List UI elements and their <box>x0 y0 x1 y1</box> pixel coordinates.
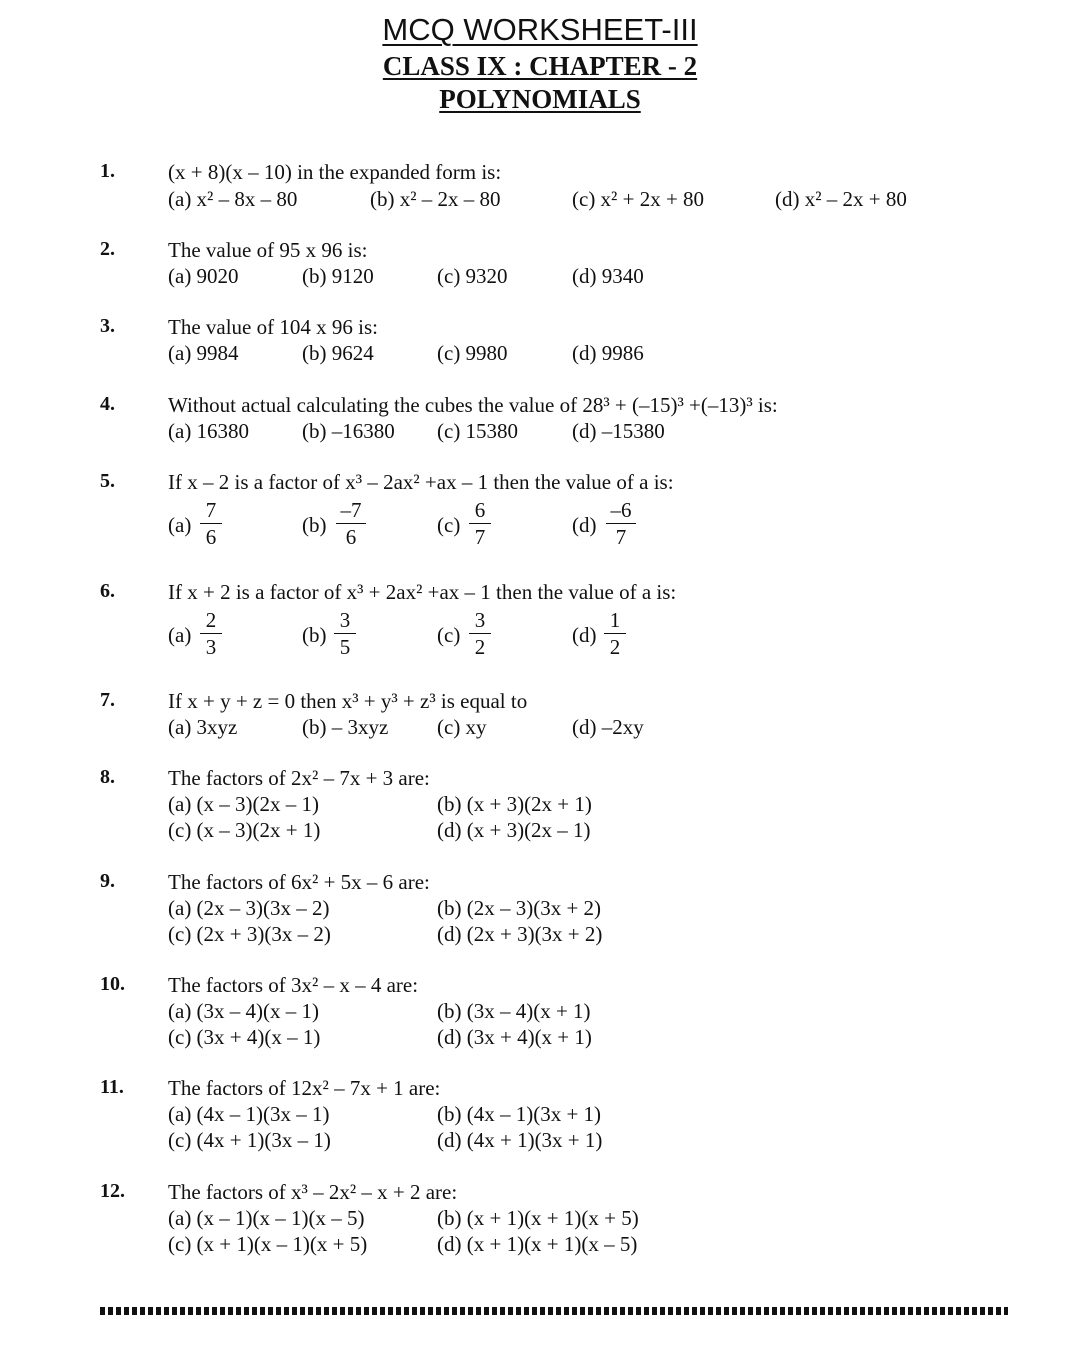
question-number: 1. <box>100 160 115 182</box>
numerator: 3 <box>474 608 486 632</box>
option-label: (b) <box>302 513 327 537</box>
question-stem: The value of 104 x 96 is: <box>168 315 378 339</box>
option-label: (b) <box>302 623 327 647</box>
numerator: 1 <box>609 608 621 632</box>
option-c: (c) 9980 <box>437 341 508 365</box>
question-stem: Without actual calculating the cubes the value of 28³ + (–15)³ +(–13)³ is: <box>168 393 778 417</box>
question-number: 8. <box>100 766 115 788</box>
question-number: 3. <box>100 315 115 337</box>
dotted-divider <box>100 1307 1008 1315</box>
option-a: (a) 16380 <box>168 419 250 443</box>
option-c: (c) (x – 3)(2x + 1) <box>168 818 321 842</box>
option-c: (c) 15380 <box>437 419 519 443</box>
option-b: (b) 9120 <box>302 264 374 288</box>
numerator: 7 <box>205 498 217 522</box>
option-d: (d) (x + 3)(2x – 1) <box>437 818 591 842</box>
numerator: 2 <box>205 608 217 632</box>
question-stem: The factors of 2x² – 7x + 3 are: <box>168 766 430 790</box>
option-c: (c) x² + 2x + 80 <box>572 187 705 211</box>
option-d: (d) 9986 <box>572 341 644 365</box>
option-a: (a) 9020 <box>168 264 239 288</box>
question-stem: The value of 95 x 96 is: <box>168 238 368 262</box>
option-label: (c) <box>437 513 461 537</box>
question-number: 4. <box>100 393 115 415</box>
option-c: (c) 9320 <box>437 264 508 288</box>
option-a: (a) 9984 <box>168 341 239 365</box>
question-stem: The factors of 6x² + 5x – 6 are: <box>168 870 430 894</box>
option-b: (b) – 3xyz <box>302 715 389 739</box>
question-number: 2. <box>100 238 115 260</box>
option-b: (b) 9624 <box>302 341 374 365</box>
question-number: 5. <box>100 470 115 492</box>
option-c: (c) (3x + 4)(x – 1) <box>168 1025 321 1049</box>
option-label: (a) <box>168 623 192 647</box>
option-c: (c) (4x + 1)(3x – 1) <box>168 1128 331 1152</box>
option-b: (b) –16380 <box>302 419 395 443</box>
option-d: (d) (x + 1)(x + 1)(x – 5) <box>437 1232 638 1256</box>
question-number: 10. <box>100 973 125 995</box>
denominator: 7 <box>474 525 486 549</box>
class-chapter-heading: CLASS IX : CHAPTER - 2 <box>382 51 698 81</box>
question-stem: If x + y + z = 0 then x³ + y³ + z³ is equal to <box>168 689 528 713</box>
numerator: –6 <box>610 498 632 522</box>
option-b: (b) (x + 3)(2x + 1) <box>437 792 592 816</box>
option-b: (b) (x + 1)(x + 1)(x + 5) <box>437 1206 639 1230</box>
numerator: 3 <box>339 608 351 632</box>
question-number: 7. <box>100 689 115 711</box>
option-c: (c) xy <box>437 715 487 739</box>
numerator: –7 <box>340 498 362 522</box>
option-d: (d) 9340 <box>572 264 644 288</box>
option-a: (a) (x – 3)(2x – 1) <box>168 792 320 816</box>
denominator: 7 <box>615 525 627 549</box>
denominator: 2 <box>474 635 486 659</box>
option-d: (d) (3x + 4)(x + 1) <box>437 1025 592 1049</box>
denominator: 6 <box>345 525 357 549</box>
option-d: (d) –15380 <box>572 419 665 443</box>
numerator: 6 <box>474 498 486 522</box>
worksheet-title: MCQ WORKSHEET-III <box>382 12 698 47</box>
option-a: (a) x² – 8x – 80 <box>168 187 298 211</box>
question-stem: (x + 8)(x – 10) in the expanded form is: <box>168 160 502 184</box>
option-a: (a) (x – 1)(x – 1)(x – 5) <box>168 1206 365 1230</box>
option-d: (d) x² – 2x + 80 <box>775 187 907 211</box>
option-label: (d) <box>572 623 597 647</box>
option-label: (c) <box>437 623 461 647</box>
question-stem: The factors of x³ – 2x² – x + 2 are: <box>168 1180 458 1204</box>
option-b: (b) (4x – 1)(3x + 1) <box>437 1102 602 1126</box>
option-label: (a) <box>168 513 192 537</box>
option-label: (d) <box>572 513 597 537</box>
question-stem: If x – 2 is a factor of x³ – 2ax² +ax – 1 then the value of a is: <box>168 470 674 494</box>
question-stem: The factors of 3x² – x – 4 are: <box>168 973 419 997</box>
question-stem: The factors of 12x² – 7x + 1 are: <box>168 1076 441 1100</box>
option-b: (b) (2x – 3)(3x + 2) <box>437 896 602 920</box>
option-d: (d) –2xy <box>572 715 644 739</box>
option-c: (c) (2x + 3)(3x – 2) <box>168 922 331 946</box>
topic-heading: POLYNOMIALS <box>439 84 641 114</box>
option-b: (b) x² – 2x – 80 <box>370 187 501 211</box>
option-d: (d) (2x + 3)(3x + 2) <box>437 922 603 946</box>
question-stem: If x + 2 is a factor of x³ + 2ax² +ax – 1 then the value of a is: <box>168 580 677 604</box>
question-number: 6. <box>100 580 115 602</box>
question-number: 9. <box>100 870 115 892</box>
option-a: (a) 3xyz <box>168 715 238 739</box>
denominator: 5 <box>339 635 351 659</box>
denominator: 6 <box>205 525 217 549</box>
option-b: (b) (3x – 4)(x + 1) <box>437 999 591 1023</box>
denominator: 2 <box>609 635 621 659</box>
option-c: (c) (x + 1)(x – 1)(x + 5) <box>168 1232 368 1256</box>
option-a: (a) (3x – 4)(x – 1) <box>168 999 320 1023</box>
option-a: (a) (4x – 1)(3x – 1) <box>168 1102 330 1126</box>
question-number: 11. <box>100 1076 124 1098</box>
question-number: 12. <box>100 1180 125 1202</box>
option-a: (a) (2x – 3)(3x – 2) <box>168 896 330 920</box>
option-d: (d) (4x + 1)(3x + 1) <box>437 1128 603 1152</box>
denominator: 3 <box>205 635 217 659</box>
